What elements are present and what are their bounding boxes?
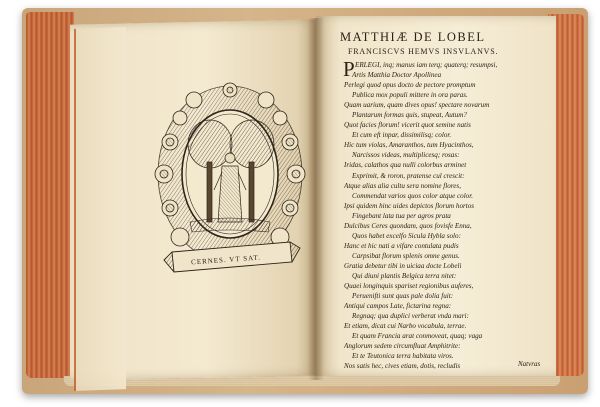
poem-line: Perlegi quod opus docto de pectore promptum <box>344 81 476 90</box>
poem-line: Regnaq; qua duplici verberat vnda mari: <box>352 312 469 321</box>
poem-line: Atque alias alia cultu sera nomine flores, <box>344 181 461 190</box>
poem-line: ERLEGI, inq; manus iam terq; quaterq; resumpsi, <box>355 61 498 69</box>
poem-line: Antiqui campos Late, fictarina regna: <box>344 302 452 311</box>
catchword: Natvras <box>518 360 541 368</box>
poem-line: Ipsi quidem hinc uides depictos florum hortos <box>344 201 475 210</box>
poem-text <box>343 57 550 371</box>
poem-line: Et quam Francia arat conmoveat, quaq; vaga <box>352 332 483 341</box>
poem-line: Quot facies florum! vicerit quot semine natis <box>344 121 471 130</box>
poem-line: Quaei longinquis spariset regionibus auferes, <box>344 282 474 291</box>
drop-capital: P <box>343 57 355 81</box>
poem-line: Quos habet excelfo Sicula Hybla solo: <box>352 231 461 240</box>
poem-line: Dulcibus Ceres quondam, quos fovisfe Enna, <box>344 221 472 230</box>
poem-line: Peruenifti sunt quas pale dolia fuit: <box>352 292 454 301</box>
cartouche-motto: CERNES. VT SAT. <box>190 253 262 267</box>
poem-line: Fingebant lata tua per agros prata <box>352 211 451 220</box>
poem-line: Publica mox populi mittere in ora paras. <box>352 91 468 100</box>
poem-line: Nos satis hec, cives etiam, dotis, recludis <box>344 362 461 371</box>
poem-line: Exprimit, & roron, pratense cul crescit: <box>352 171 465 180</box>
page-edge-left <box>26 12 74 378</box>
poem-line: Commendat varios quos color atque color. <box>352 191 473 200</box>
folded-leaf <box>74 27 126 391</box>
poem-line: Hanc et hic nati a vifare contulata pudis <box>344 241 459 250</box>
poem-line: Artis Matthia Doctor Apollinea <box>352 71 442 80</box>
poem-line: Iridas, calathos qua nulli colorbus arminet <box>344 161 467 170</box>
poem-line: Carpsibat florum splenis omne genus. <box>352 251 460 260</box>
poem-line: Hic tum violas, Amaranthos, tum Hyacinthos, <box>344 141 474 150</box>
poem-line: Plantarum formas quis, stupeat, Autum? <box>352 111 467 120</box>
page-subheading: FRANCISCVS HEMVS INSVLANVS. <box>348 47 499 56</box>
poem-line: Gratia debetur tibi in uiciaa docte Lobeli <box>344 261 462 270</box>
poem-line: Anglorum sedem circumfluat Amphitrite: <box>344 342 461 351</box>
poem-line: Et cum eft inpar, dissimilisq; color. <box>352 131 452 140</box>
poem-line: Quam uarium, quam dives opus! spectare novarum <box>344 101 490 110</box>
page-heading: MATTHIÆ DE LOBEL <box>340 30 486 44</box>
poem-line: Et te Teutonica terra habitata viros. <box>352 352 454 361</box>
poem-line: Qui diuni plantis Belgica terra nitet: <box>352 271 457 280</box>
engraving-illustration <box>150 82 310 282</box>
poem-line: Et etiam, dicat cui Narbo vocabula, terrae. <box>344 322 467 331</box>
book-gutter <box>308 18 324 380</box>
poem-line: Narcissos videas, multiplicesq; rosas: <box>352 151 460 160</box>
